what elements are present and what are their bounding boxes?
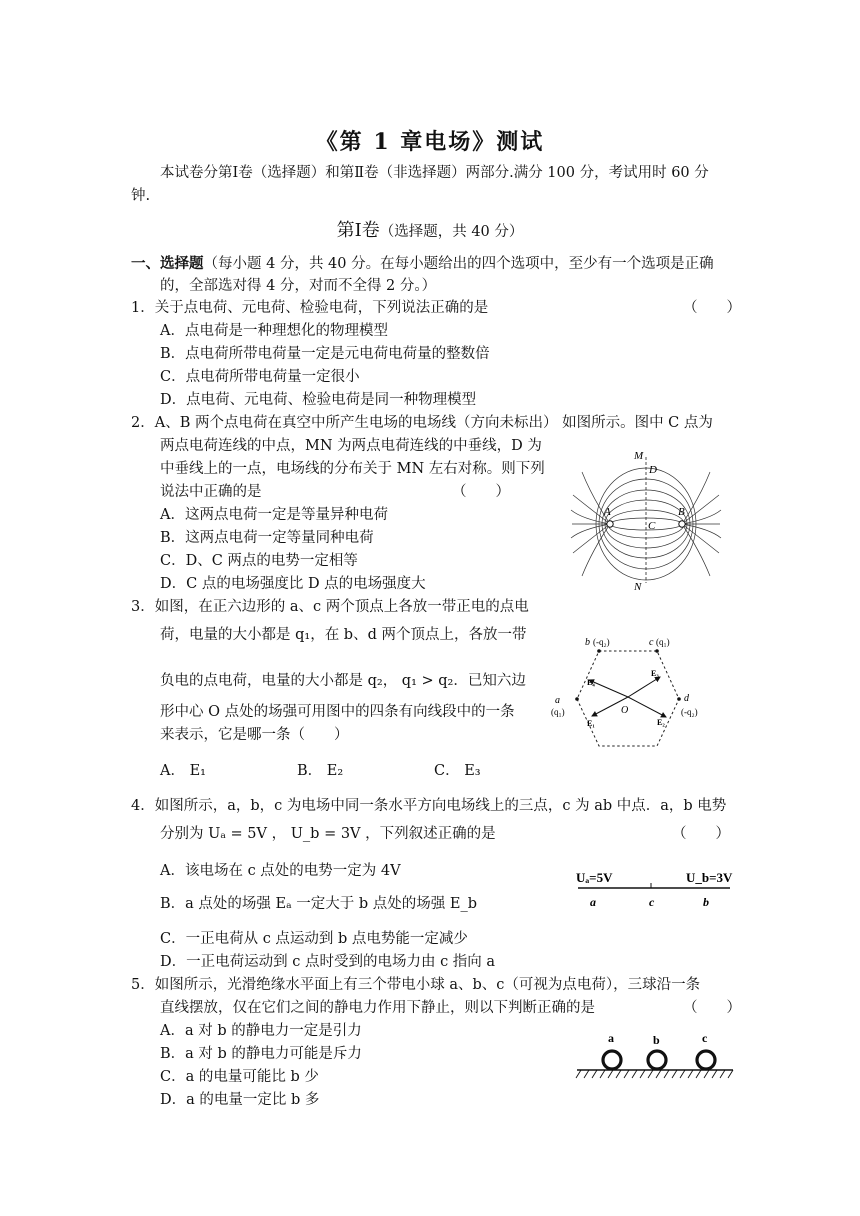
part1-heading (0, 216, 860, 243)
q3-fig-label-e1: E₁ (587, 719, 595, 728)
q3-vector-e4 (589, 680, 628, 697)
q3-line-4: 形中心 O 点处的场强可用图中的四条有向线段中的一条 (160, 704, 515, 720)
q1-option-b: B．点电荷所带电荷量一定是元电荷电荷量的整数倍 (160, 346, 490, 362)
q4-answer-paren: （ ） (672, 826, 730, 842)
q3-fig-charge-d: (-q₂) (681, 707, 698, 717)
q1-stem: 1．关于点电荷、元电荷、检验电荷，下列说法正确的是 (131, 300, 489, 316)
q3-fig-label-a: a (555, 695, 560, 706)
q4-fig-label-b: b (703, 895, 709, 909)
q2-fig-label-a: A (604, 506, 611, 518)
q2-option-d: D．C 点的电场强度比 D 点的电场强度大 (160, 576, 426, 592)
q5-balls-figure (575, 1030, 735, 1082)
q5-answer-paren: （ ） (683, 1000, 741, 1016)
q5-option-d: D．a 的电量一定比 b 多 (160, 1092, 320, 1108)
q3-fig-charge-b: (-q₂) (593, 637, 610, 647)
intro-line-1: 本试卷分第Ⅰ卷（选择题）和第Ⅱ卷（非选择题）两部分.满分 100 分，考试用时 60 分 (160, 165, 709, 181)
q5-fig-label-c: c (702, 1031, 708, 1045)
q2-fig-label-n: N (634, 581, 642, 593)
intro-line-2: 钟. (131, 188, 151, 204)
q4-option-b: B．a 点处的场强 Eₐ 一定大于 b 点处的场强 E_b (160, 896, 478, 912)
q2-line-4: 说法中正确的是 (160, 484, 262, 500)
q3-fig-label-e2: E₂ (657, 718, 665, 727)
q3-line-1: 3．如图，在正六边形的 a、c 两个顶点上各放一带正电的点电 (131, 599, 529, 615)
q2-line-2: 两点电荷连线的中点，MN 为两点电荷连线的中垂线，D 为 (160, 438, 542, 454)
q1-option-a: A．点电荷是一种理想化的物理模型 (160, 323, 388, 339)
q5-fig-label-b: b (653, 1033, 660, 1047)
section1-desc-1: （每小题 4 分，共 40 分。在每小题给出的四个选项中，至少有一个选项是正确 (203, 256, 714, 272)
page-title: 《第 1 章电场》测试 (315, 129, 545, 155)
q3-fig-charge-c: (q₁) (656, 637, 670, 647)
q1-option-c: C．点电荷所带电荷量一定很小 (160, 369, 360, 385)
q5-ball-b (648, 1051, 666, 1069)
q5-option-b: B．a 对 b 的静电力可能是斥力 (160, 1046, 362, 1062)
q4-line-2: 分别为 Uₐ = 5V ， U_b = 3V ，下列叙述正确的是 (160, 826, 496, 842)
q4-field-line-figure (572, 862, 734, 912)
q3-vector-e3 (628, 677, 660, 697)
q3-fig-label-b: b (585, 637, 590, 648)
q3-fig-label-e4: E₄ (587, 678, 595, 687)
q4-option-d: D．一正电荷运动到 c 点时受到的电场力由 c 指向 a (160, 954, 496, 970)
q1-answer-paren: （ ） (683, 300, 741, 316)
part1-note: （选择题，共 40 分） (379, 224, 524, 240)
q3-fig-charge-a: (q₁) (551, 707, 565, 717)
q4-fig-label-ub: U_b=3V (686, 870, 733, 885)
q5-line-2: 直线摆放，仅在它们之间的静电力作用下静止，则以下判断正确的是 (160, 1000, 595, 1016)
q2-fig-label-m: M (634, 450, 644, 462)
q3-hexagon-figure (545, 633, 715, 753)
q5-option-c: C．a 的电量可能比 b 少 (160, 1069, 319, 1085)
q3-fig-label-d: d (684, 693, 689, 704)
q3-line-2: 荷，电量的大小都是 q₁，在 b、d 两个顶点上，各放一带 (160, 627, 527, 643)
q3-option-b: B． E₂ (297, 763, 344, 779)
q2-answer-paren: （ ） (452, 484, 510, 500)
q2-option-a: A．这两点电荷一定是等量异种电荷 (160, 507, 388, 523)
q2-field-lines-figure (568, 447, 724, 593)
q5-line-1: 5．如图所示，光滑绝缘水平面上有三个带电小球 a、b、c（可视为点电荷），三球沿一条 (131, 977, 701, 993)
q3-vector-e2 (628, 697, 666, 717)
q2-line-1: 2．A、B 两个点电荷在真空中所产生电场的电场线（方向未标出） 如图所示。图中 C 点为 (131, 415, 713, 431)
q5-option-a: A．a 对 b 的静电力一定是引力 (160, 1023, 362, 1039)
q3-option-c: C． E₃ (434, 763, 481, 779)
q2-option-b: B．这两点电荷一定等量同种电荷 (160, 530, 374, 546)
q4-line-1: 4．如图所示，a，b，c 为电场中同一条水平方向电场线上的三点，c 为 ab 中点．a，b 电势 (131, 798, 727, 814)
q3-fig-label-e3: E₃ (651, 669, 659, 678)
q4-option-a: A．该电场在 c 点处的电势一定为 4V (160, 863, 401, 879)
q2-option-c: C．D、C 两点的电势一定相等 (160, 553, 358, 569)
q1-option-d: D．点电荷、元电荷、检验电荷是同一种物理模型 (160, 392, 477, 408)
section1-label: 一、选择题 (131, 255, 204, 272)
q2-line-3: 中垂线上的一点，电场线的分布关于 MN 左右对称。则下列 (160, 461, 545, 477)
section1-line-1 (131, 253, 714, 275)
q3-fig-label-o: O (621, 705, 629, 716)
part1-title: 第Ⅰ卷 (336, 220, 380, 241)
q4-fig-label-a: a (590, 895, 596, 909)
q3-line-3: 负电的点电荷，电量的大小都是 q₂， q₁ > q₂．已知六边 (160, 673, 526, 689)
q3-line-5: 来表示，它是哪一条（ ） (160, 727, 349, 743)
q2-fig-label-c: C (648, 520, 656, 532)
q3-fig-label-c: c (649, 637, 654, 648)
q4-fig-label-ua: Uₐ=5V (576, 870, 613, 885)
q3-option-a: A． E₁ (160, 763, 206, 779)
q5-ball-a (603, 1051, 621, 1069)
q2-fig-label-b: B (678, 506, 685, 518)
section1-desc-2: 的，全部选对得 4 分，对而不全得 2 分。） (160, 278, 437, 294)
q2-fig-label-d: D (649, 464, 657, 476)
q4-option-c: C．一正电荷从 c 点运动到 b 点电势能一定减少 (160, 931, 468, 947)
q4-fig-label-c: c (649, 895, 655, 909)
q5-fig-label-a: a (608, 1031, 614, 1045)
q5-ball-c (697, 1051, 715, 1069)
